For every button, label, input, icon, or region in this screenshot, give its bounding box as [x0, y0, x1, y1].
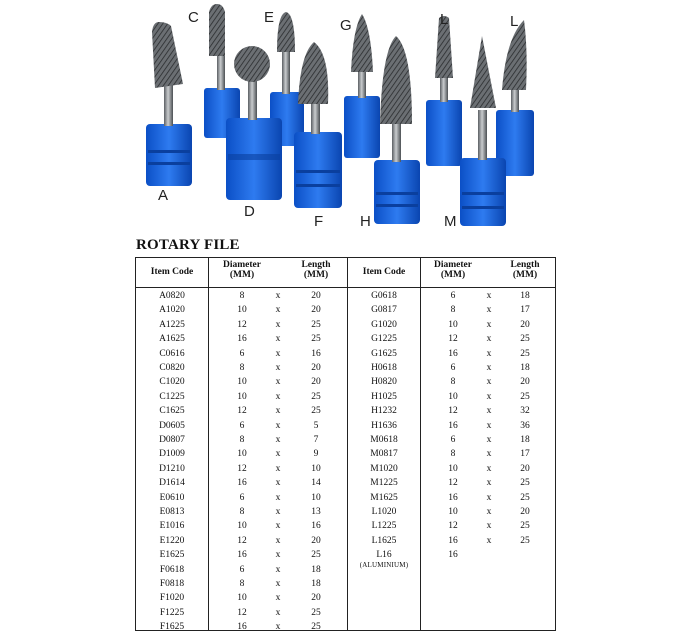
separator-cell: x — [486, 305, 492, 316]
separator-cell: x — [275, 391, 281, 402]
item-code-cell: L1625 — [371, 535, 397, 546]
diameter-cell: 16 — [237, 622, 247, 633]
separator-cell: x — [275, 420, 281, 431]
length-cell: 18 — [311, 564, 321, 575]
length-cell: 5 — [313, 420, 319, 431]
table-row — [136, 318, 555, 332]
diameter-cell: 16 — [448, 535, 458, 546]
aluminium-note: (ALUMINIUM) — [359, 561, 409, 569]
header-length-unit: (MM) — [303, 270, 329, 280]
separator-cell: x — [275, 319, 281, 330]
item-code-cell: C1625 — [159, 406, 185, 417]
item-code-cell: M1225 — [370, 478, 398, 489]
length-cell: 25 — [520, 492, 530, 503]
header-length — [502, 260, 548, 280]
item-code-cell: D1009 — [159, 449, 185, 460]
diameter-cell: 16 — [237, 550, 247, 561]
header-divider — [136, 287, 555, 288]
diameter-cell: 12 — [237, 607, 247, 618]
length-cell: 10 — [311, 492, 321, 503]
item-code-cell: C0616 — [159, 348, 185, 359]
item-code-cell: A1625 — [159, 334, 185, 345]
diameter-cell: 8 — [239, 291, 245, 301]
photo-label: A — [158, 187, 169, 204]
item-code-cell: D1210 — [159, 463, 185, 474]
table-row — [136, 548, 555, 562]
separator-cell: x — [486, 535, 492, 546]
separator-cell: x — [486, 492, 492, 503]
separator-cell: x — [486, 406, 492, 417]
diameter-cell: 16 — [448, 550, 458, 561]
burr-d — [226, 46, 282, 200]
item-code-cell: F1625 — [159, 622, 185, 633]
separator-cell: x — [486, 449, 492, 460]
photo-label: C — [188, 9, 199, 26]
length-cell: 20 — [520, 319, 530, 330]
length-cell: 20 — [311, 305, 321, 316]
separator-cell: x — [486, 478, 492, 489]
table-row — [136, 390, 555, 404]
item-code-cell: M1625 — [370, 492, 398, 503]
length-cell: 25 — [520, 391, 530, 402]
table-row — [136, 375, 555, 389]
table-row — [136, 447, 555, 461]
item-code-cell: A1225 — [159, 319, 185, 330]
diameter-cell: 8 — [450, 305, 456, 316]
photo-label: E — [264, 9, 275, 26]
separator-cell: x — [275, 463, 281, 474]
diameter-cell: 12 — [237, 319, 247, 330]
separator-cell: x — [486, 363, 492, 373]
length-cell: 10 — [311, 463, 321, 474]
item-code-cell: G1225 — [371, 334, 397, 345]
header-length-label: Length — [301, 260, 331, 270]
separator-cell: x — [275, 406, 281, 417]
item-code-cell: E1016 — [159, 521, 185, 532]
length-cell: 25 — [311, 607, 321, 618]
diameter-cell: 10 — [237, 593, 247, 604]
photo-label: D — [244, 203, 255, 220]
table-row — [136, 289, 555, 303]
item-code-cell: M0817 — [370, 449, 398, 460]
item-code-cell: D1614 — [159, 478, 185, 489]
item-code-cell: H1025 — [371, 391, 397, 402]
length-cell: 25 — [311, 406, 321, 417]
separator-cell: x — [275, 507, 281, 517]
page-title: ROTARY FILE — [136, 237, 240, 253]
length-cell: 16 — [311, 521, 321, 532]
separator-cell: x — [275, 622, 281, 633]
table-row — [136, 505, 555, 519]
table-row — [136, 519, 555, 533]
item-code-cell: G1625 — [371, 348, 397, 359]
length-cell: 20 — [311, 535, 321, 546]
length-cell: 18 — [311, 579, 321, 589]
length-cell: 20 — [520, 463, 530, 474]
diameter-cell: 10 — [448, 391, 458, 402]
photo-label: F — [314, 213, 324, 230]
burr-c — [204, 4, 240, 138]
table-row — [136, 332, 555, 346]
diameter-cell: 6 — [239, 564, 245, 575]
length-cell: 20 — [311, 291, 321, 301]
table-row — [136, 491, 555, 505]
separator-cell: x — [275, 334, 281, 345]
burr-l-1 — [426, 16, 462, 166]
length-cell: 32 — [520, 406, 530, 417]
separator-cell: x — [275, 449, 281, 460]
length-cell: 18 — [520, 291, 530, 301]
separator-cell: x — [275, 478, 281, 489]
separator-cell: x — [275, 535, 281, 546]
separator-cell: x — [275, 377, 281, 388]
length-cell: 25 — [520, 521, 530, 532]
length-cell: 16 — [311, 348, 321, 359]
separator-cell: x — [275, 521, 281, 532]
length-cell: 25 — [520, 334, 530, 345]
item-code-cell: G0618 — [371, 291, 397, 301]
separator-cell: x — [486, 435, 492, 445]
header-diameter-unit: (MM) — [229, 270, 255, 280]
length-cell: 25 — [520, 478, 530, 489]
item-code-cell: C1225 — [159, 391, 185, 402]
diameter-cell: 6 — [239, 348, 245, 359]
separator-cell: x — [486, 319, 492, 330]
separator-cell: x — [275, 579, 281, 589]
diameter-cell: 6 — [450, 435, 456, 445]
table-row — [136, 433, 555, 447]
length-cell: 36 — [520, 420, 530, 431]
separator-cell: x — [486, 391, 492, 402]
burr-a — [146, 22, 192, 186]
table-row — [136, 476, 555, 490]
header-diameter — [430, 260, 476, 280]
length-cell: 20 — [311, 363, 321, 373]
table-row — [136, 577, 555, 591]
length-cell: 14 — [311, 478, 321, 489]
header-diameter-label: Diameter — [434, 260, 472, 270]
table-row — [136, 462, 555, 476]
diameter-cell: 12 — [237, 463, 247, 474]
length-cell: 17 — [520, 449, 530, 460]
diameter-cell: 6 — [450, 291, 456, 301]
diameter-cell: 10 — [237, 521, 247, 532]
diameter-cell: 8 — [450, 449, 456, 460]
length-cell: 13 — [311, 507, 321, 517]
table-row — [136, 606, 555, 620]
diameter-cell: 12 — [237, 406, 247, 417]
item-code-cell: F1225 — [159, 607, 185, 618]
length-cell: 25 — [520, 348, 530, 359]
diameter-cell: 16 — [237, 478, 247, 489]
diameter-cell: 10 — [237, 305, 247, 316]
item-code-cell: G0817 — [371, 305, 397, 316]
table-row — [136, 419, 555, 433]
diameter-cell: 6 — [239, 492, 245, 503]
diameter-cell: 16 — [448, 348, 458, 359]
burr-l-2 — [496, 20, 534, 176]
separator-cell: x — [486, 521, 492, 532]
table-row — [136, 404, 555, 418]
item-code-cell: A1020 — [159, 305, 185, 316]
item-code-cell: F0618 — [159, 564, 185, 575]
separator-cell: x — [275, 305, 281, 316]
length-cell: 17 — [520, 305, 530, 316]
length-cell: 20 — [311, 593, 321, 604]
item-code-cell: H0820 — [371, 377, 397, 388]
photo-label: G — [340, 17, 352, 34]
diameter-cell: 16 — [237, 334, 247, 345]
product-photo — [130, 0, 570, 236]
table-row — [136, 303, 555, 317]
table-row — [136, 347, 555, 361]
spec-table — [135, 257, 556, 631]
length-cell: 20 — [311, 377, 321, 388]
separator-cell: x — [275, 593, 281, 604]
table-row — [136, 620, 555, 634]
length-cell: 25 — [520, 535, 530, 546]
diameter-cell: 10 — [237, 449, 247, 460]
diameter-cell: 8 — [239, 363, 245, 373]
header-length-label: Length — [510, 260, 540, 270]
separator-cell: x — [486, 463, 492, 474]
diameter-cell: 12 — [448, 521, 458, 532]
item-code-cell: L1020 — [371, 507, 397, 517]
separator-cell: x — [275, 348, 281, 359]
diameter-cell: 8 — [239, 579, 245, 589]
separator-cell: x — [486, 377, 492, 388]
item-code-cell: H1636 — [371, 420, 397, 431]
diameter-cell: 10 — [237, 391, 247, 402]
photo-label: L — [440, 11, 449, 28]
item-code-cell: E0610 — [159, 492, 185, 503]
separator-cell: x — [486, 507, 492, 517]
separator-cell: x — [275, 291, 281, 301]
item-code-cell: C1020 — [159, 377, 185, 388]
item-code-cell: A0820 — [159, 291, 185, 301]
diameter-cell: 12 — [448, 406, 458, 417]
diameter-cell: 16 — [448, 420, 458, 431]
diameter-cell: 10 — [448, 507, 458, 517]
length-cell: 25 — [311, 622, 321, 633]
diameter-cell: 12 — [448, 478, 458, 489]
item-code-cell: F0818 — [159, 579, 185, 589]
length-cell: 25 — [311, 391, 321, 402]
header-item-code: Item Code — [362, 267, 406, 277]
table-row — [136, 563, 555, 577]
header-diameter — [220, 260, 264, 280]
separator-cell: x — [486, 348, 492, 359]
diameter-cell: 6 — [239, 420, 245, 431]
item-code-cell: L1225 — [371, 521, 397, 532]
photo-label: H — [360, 213, 371, 230]
diameter-cell: 16 — [448, 492, 458, 503]
separator-cell: x — [275, 550, 281, 561]
separator-cell: x — [275, 607, 281, 618]
item-code-cell: L16 — [376, 550, 392, 561]
header-length-unit: (MM) — [512, 270, 538, 280]
photo-label: M — [444, 213, 457, 230]
length-cell: 20 — [520, 377, 530, 388]
length-cell: 20 — [520, 507, 530, 517]
item-code-cell: D0605 — [159, 420, 185, 431]
diameter-cell: 8 — [239, 435, 245, 445]
diameter-cell: 12 — [237, 535, 247, 546]
diameter-cell: 10 — [237, 377, 247, 388]
item-code-cell: F1020 — [159, 593, 185, 604]
separator-cell: x — [486, 420, 492, 431]
photo-label: L — [510, 13, 519, 30]
header-length — [294, 260, 338, 280]
diameter-cell: 10 — [448, 463, 458, 474]
length-cell: 25 — [311, 334, 321, 345]
table-row — [136, 534, 555, 548]
length-cell: 7 — [313, 435, 319, 445]
item-code-cell: D0807 — [159, 435, 185, 445]
item-code-cell: E1220 — [159, 535, 185, 546]
diameter-cell: 10 — [448, 319, 458, 330]
length-cell: 9 — [313, 449, 319, 460]
item-code-cell: M0618 — [370, 435, 398, 445]
header-item-code: Item Code — [150, 267, 194, 277]
length-cell: 25 — [311, 550, 321, 561]
burr-g — [344, 14, 380, 158]
separator-cell: x — [275, 492, 281, 503]
diameter-cell: 6 — [450, 363, 456, 373]
item-code-cell: H0618 — [371, 363, 397, 373]
item-code-cell: G1020 — [371, 319, 397, 330]
header-diameter-label: Diameter — [223, 260, 261, 270]
header-diameter-unit: (MM) — [440, 270, 466, 280]
length-cell: 18 — [520, 435, 530, 445]
length-cell: 25 — [311, 319, 321, 330]
separator-cell: x — [486, 291, 492, 301]
item-code-cell: C0820 — [159, 363, 185, 373]
item-code-cell: E0813 — [159, 507, 185, 517]
table-row — [136, 591, 555, 605]
table-row — [136, 361, 555, 375]
burr-h — [374, 36, 420, 224]
length-cell: 18 — [520, 363, 530, 373]
separator-cell: x — [275, 363, 281, 373]
separator-cell: x — [275, 564, 281, 575]
separator-cell: x — [275, 435, 281, 445]
diameter-cell: 12 — [448, 334, 458, 345]
diameter-cell: 8 — [239, 507, 245, 517]
item-code-cell: E1625 — [159, 550, 185, 561]
diameter-cell: 8 — [450, 377, 456, 388]
separator-cell: x — [486, 334, 492, 345]
item-code-cell: H1232 — [371, 406, 397, 417]
item-code-cell: M1020 — [370, 463, 398, 474]
